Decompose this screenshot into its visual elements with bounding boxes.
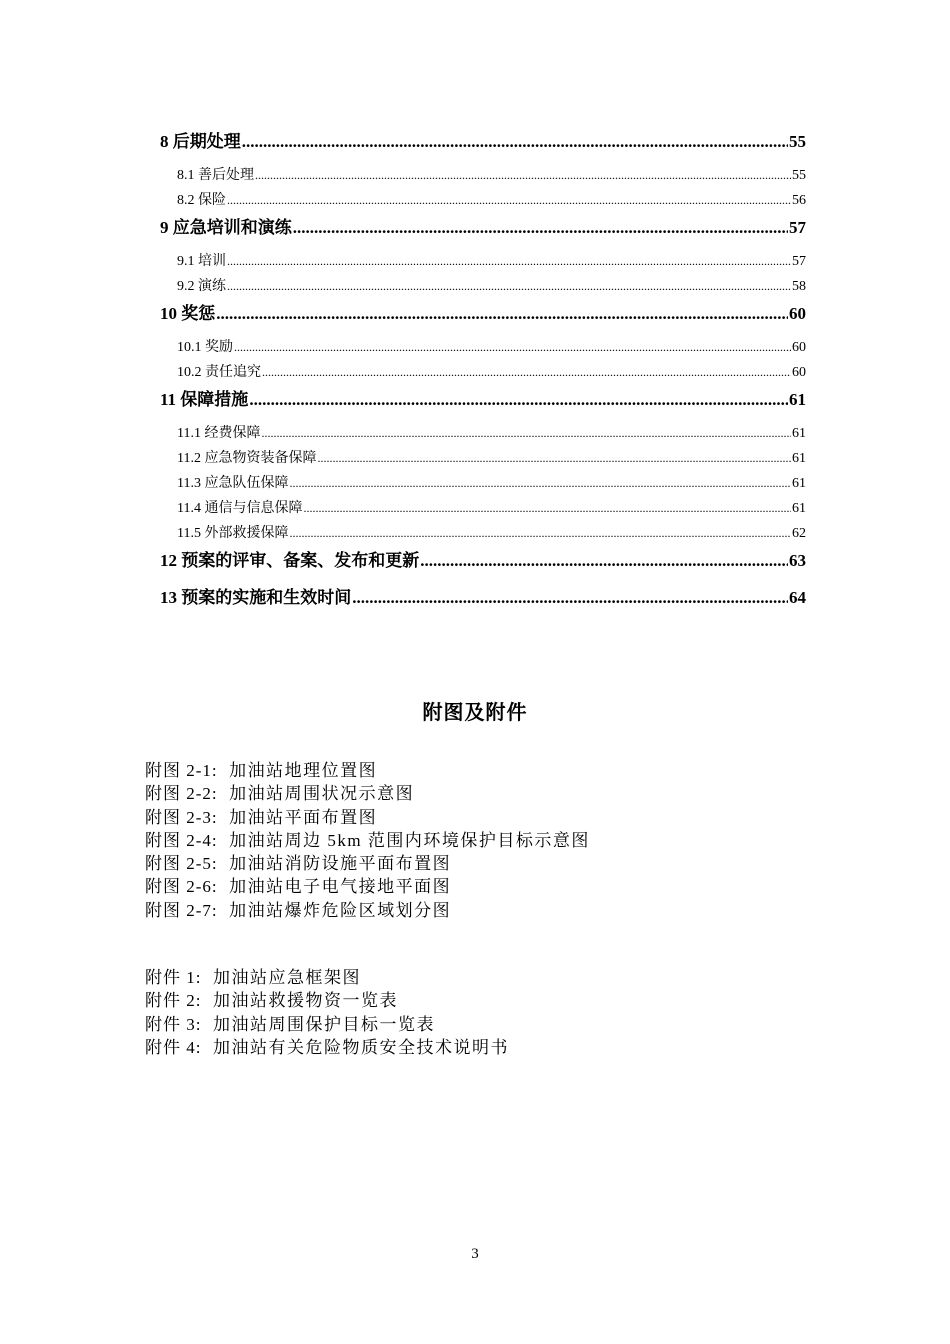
toc-entry[interactable]: [160, 189, 806, 209]
figure-title: 加油站周围状况示意图: [229, 784, 415, 804]
toc-entry[interactable]: [160, 164, 806, 184]
toc-leader-dots: [303, 501, 791, 517]
toc-entry-page: 61: [792, 426, 806, 441]
figure-item: [145, 826, 590, 849]
toc-leader-dots: [242, 132, 788, 152]
toc-leader-dots: [227, 193, 791, 209]
toc-entry-page: 61: [792, 476, 806, 491]
figure-label: 附图 2-3:: [145, 807, 218, 827]
figure-title: 加油站平面布置图: [229, 807, 378, 827]
figure-label: 附图 2-7:: [145, 900, 218, 920]
attachment-title: 加油站应急框架图: [212, 968, 361, 987]
toc-leader-dots: [289, 526, 791, 542]
toc-entry-page: 62: [792, 526, 806, 541]
attachment-item: [145, 986, 509, 1009]
toc-leader-dots: [234, 340, 791, 356]
toc-entry[interactable]: [160, 583, 806, 607]
page-number: 3: [471, 1246, 479, 1262]
figure-label: 附图 2-6:: [145, 877, 218, 897]
attachment-item: [145, 1033, 509, 1056]
toc-leader-dots: [289, 476, 791, 492]
figure-label: 附图 2-5:: [145, 854, 218, 874]
toc-leader-dots: [249, 390, 788, 410]
toc-entry[interactable]: [160, 127, 806, 151]
toc-leader-dots: [262, 365, 791, 381]
toc-entry[interactable]: [160, 213, 806, 237]
toc-entry-page: 55: [792, 168, 806, 183]
toc-entry-title: 9 应急培训和演练: [160, 218, 292, 237]
toc-entry-title: 10.1 奖励: [177, 340, 233, 355]
toc-entry-title: 11.2 应急物资装备保障: [177, 451, 317, 466]
toc-entry-page: 61: [789, 390, 806, 409]
toc-entry[interactable]: [160, 361, 806, 381]
toc-entry-title: 11 保障措施: [160, 390, 249, 409]
toc-entry[interactable]: [160, 447, 806, 467]
toc-leader-dots: [216, 304, 788, 324]
toc-entry-title: 10 奖惩: [160, 304, 216, 323]
figure-item: [145, 756, 590, 779]
figure-title: 加油站周边 5km 范围内环境保护目标示意图: [229, 830, 590, 850]
toc-entry-title: 11.3 应急队伍保障: [177, 476, 289, 491]
toc-entry-page: 56: [792, 193, 806, 208]
figure-label: 附图 2-1:: [145, 761, 218, 780]
toc-entry[interactable]: [160, 472, 806, 492]
toc-entry-page: 60: [792, 365, 806, 380]
toc-entry-title: 11.1 经费保障: [177, 426, 261, 441]
toc-entry[interactable]: [160, 497, 806, 517]
toc-entry-page: 60: [789, 304, 806, 323]
toc-entry[interactable]: [160, 546, 806, 570]
toc-entry-page: 63: [789, 551, 806, 570]
attachment-list: [145, 963, 509, 1056]
attachment-title: 加油站救援物资一览表: [212, 991, 398, 1011]
toc-entry[interactable]: [160, 522, 806, 542]
toc-leader-dots: [293, 218, 788, 238]
toc-entry-title: 8 后期处理: [160, 132, 241, 151]
toc-entry-title: 10.2 责任追究: [177, 365, 261, 380]
toc-entry-page: 57: [789, 218, 806, 237]
figure-item: [145, 872, 590, 895]
toc-entry[interactable]: [160, 299, 806, 323]
figure-item: [145, 803, 590, 826]
toc-leader-dots: [261, 426, 791, 442]
figure-title: 加油站地理位置图: [229, 761, 378, 780]
toc-entry-title: 11.4 通信与信息保障: [177, 501, 303, 516]
toc-leader-dots: [255, 168, 791, 184]
toc-entry[interactable]: [160, 275, 806, 295]
toc-entry-title: 13 预案的实施和生效时间: [160, 588, 352, 607]
toc-entry-title: 8.1 善后处理: [177, 168, 254, 183]
attachment-title: 加油站周围保护目标一览表: [212, 1014, 435, 1034]
toc-entry[interactable]: [160, 422, 806, 442]
toc-entry[interactable]: [160, 250, 806, 270]
figure-item: [145, 779, 590, 802]
attachment-item: [145, 963, 509, 986]
toc-entry-title: 9.2 演练: [177, 279, 226, 294]
attachment-label: 附件 3:: [145, 1014, 202, 1034]
toc-leader-dots: [352, 588, 788, 608]
attachment-label: 附件 4:: [145, 1037, 202, 1057]
toc-entry-page: 60: [792, 340, 806, 355]
toc-entry-page: 58: [792, 279, 806, 294]
toc-entry-page: 57: [792, 254, 806, 269]
toc-entry[interactable]: [160, 385, 806, 409]
attachment-title: 加油站有关危险物质安全技术说明书: [212, 1037, 509, 1057]
figure-title: 加油站爆炸危险区域划分图: [229, 900, 452, 920]
toc-entry-title: 9.1 培训: [177, 254, 226, 269]
toc-entry-title: 11.5 外部救援保障: [177, 526, 289, 541]
toc-leader-dots: [227, 254, 791, 270]
toc-entry-title: 12 预案的评审、备案、发布和更新: [160, 551, 420, 570]
toc-entry-page: 61: [792, 451, 806, 466]
toc-entry-page: 64: [789, 588, 806, 607]
toc-entry[interactable]: [160, 336, 806, 356]
figure-label: 附图 2-2:: [145, 784, 218, 804]
attachment-item: [145, 1010, 509, 1033]
toc-leader-dots: [317, 451, 791, 467]
figure-list: [145, 756, 590, 919]
figure-title: 加油站电子电气接地平面图: [229, 877, 452, 897]
toc-leader-dots: [227, 279, 791, 295]
toc-entry-title: 8.2 保险: [177, 193, 226, 208]
attachment-label: 附件 1:: [145, 968, 202, 987]
attachment-label: 附件 2:: [145, 991, 202, 1011]
figure-item: [145, 849, 590, 872]
figure-title: 加油站消防设施平面布置图: [229, 854, 452, 874]
figure-label: 附图 2-4:: [145, 830, 218, 850]
appendix-heading: 附图及附件: [422, 702, 528, 724]
toc-entry-page: 61: [792, 501, 806, 516]
figure-item: [145, 896, 590, 919]
toc-entry-page: 55: [789, 132, 806, 151]
toc-leader-dots: [420, 551, 788, 571]
